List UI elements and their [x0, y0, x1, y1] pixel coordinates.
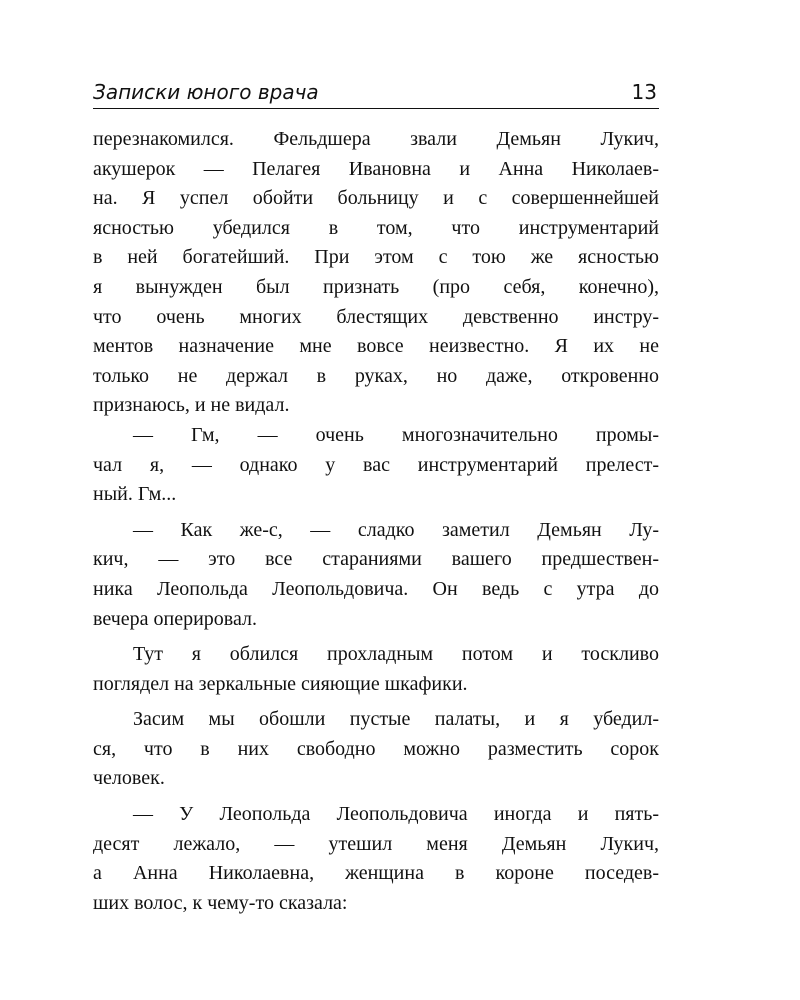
text-line: — Гм, — очень многозначительно промы- — [133, 423, 659, 446]
paragraph — [93, 640, 659, 699]
text-line: в ней богатейший. При этом с тою же ясностью — [93, 246, 659, 269]
text-line: вечера оперировал. — [93, 607, 258, 630]
paragraph — [93, 705, 659, 794]
text-line: ментов назначение мне вовсе неизвестно. Я их не — [93, 335, 659, 358]
text-line: на. Я успел обойти больницу и с совершеннейшей — [93, 187, 659, 210]
running-title: Записки юного врача — [93, 80, 319, 104]
text-line: только не держал в руках, но даже, откровенно — [93, 364, 659, 387]
text-line: я вынужден был признать (про себя, конечно), — [93, 275, 659, 298]
text-line: ника Леопольда Леопольдовича. Он ведь с утра до — [93, 577, 659, 600]
paragraph — [93, 516, 659, 634]
text-line: поглядел на зеркальные сияющие шкафики. — [93, 672, 468, 695]
text-line: Засим мы обошли пустые палаты, и я убедил- — [133, 708, 659, 731]
text-line: Тут я облился прохладным потом и тоскливо — [133, 643, 659, 666]
text-line: ших волос, к чему-то сказала: — [93, 891, 348, 914]
text-line: что очень многих блестящих девственно инстру- — [93, 305, 659, 328]
text-line: человек. — [93, 767, 165, 790]
body-text — [93, 125, 659, 918]
paragraph — [93, 125, 659, 421]
text-line: десят лежало, — утешил меня Демьян Лукич, — [93, 832, 659, 855]
running-head — [93, 80, 659, 109]
text-line: чал я, — однако у вас инструментарий прелест- — [93, 453, 659, 476]
page-number: 13 — [631, 80, 657, 104]
text-line: ный. Гм... — [93, 483, 177, 506]
text-line: кич, — это все стараниями вашего предшествен- — [93, 548, 659, 571]
paragraph — [93, 421, 659, 510]
text-line: а Анна Николаевна, женщина в короне поседев- — [93, 862, 659, 885]
text-line: акушерок — Пелагея Ивановна и Анна Николаев- — [93, 157, 659, 180]
text-line: перезнакомился. Фельдшера звали Демьян Лукич, — [93, 128, 659, 150]
text-line: — Как же-с, — сладко заметил Демьян Лу- — [133, 518, 659, 541]
text-line: ся, что в них свободно можно разместить сорок — [93, 737, 659, 760]
text-line: ясностью убедился в том, что инструментарий — [93, 216, 659, 239]
text-line: признаюсь, и не видал. — [93, 394, 290, 417]
paragraph — [93, 800, 659, 918]
text-line: — У Леопольда Леопольдовича иногда и пять- — [133, 803, 659, 826]
